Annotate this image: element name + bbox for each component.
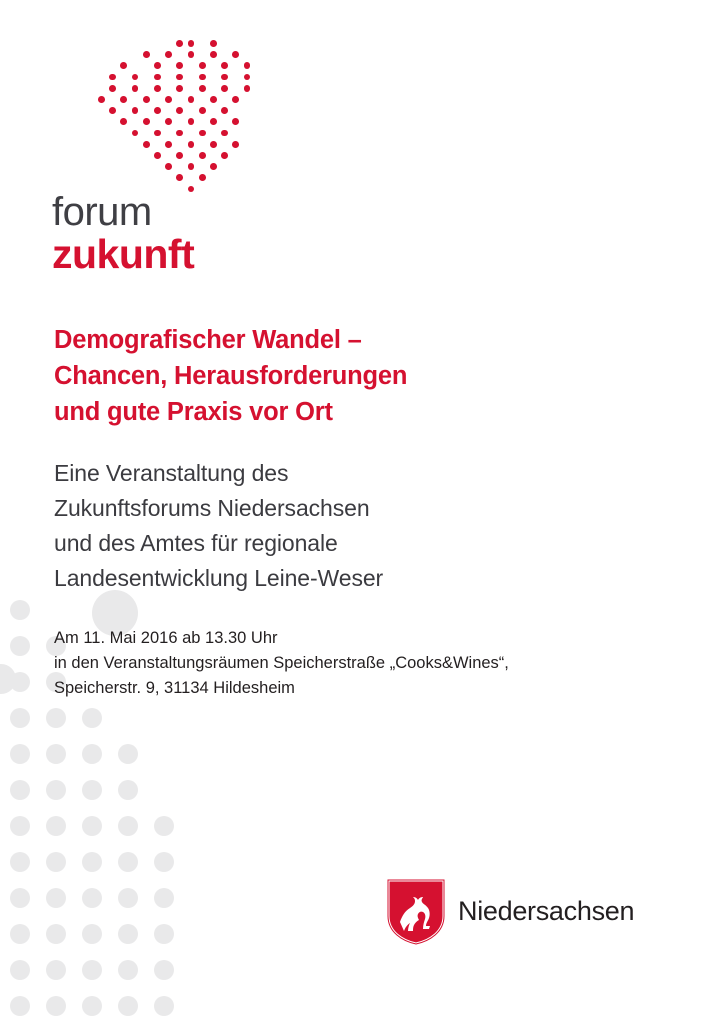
saxon-steed-coat-of-arms-icon (386, 878, 446, 946)
logo-word-zukunft: zukunft (52, 231, 195, 277)
event-details (54, 626, 654, 701)
state-name-label: Niedersachsen (458, 896, 635, 926)
niedersachsen-logo (386, 878, 635, 948)
subtitle-line: Eine Veranstaltung des (54, 460, 289, 486)
poster-content (54, 322, 654, 701)
forum-zukunft-logo (52, 40, 312, 277)
headline-line: Demografischer Wandel – (54, 326, 362, 354)
event-datetime: Am 11. Mai 2016 ab 13.30 Uhr (54, 629, 278, 647)
dot-map-icon (98, 40, 298, 190)
subtitle (54, 456, 654, 596)
event-venue: in den Veranstaltungsräumen Speicherstraße „Cooks&Wines“, (54, 654, 509, 672)
headline-line: und gute Praxis vor Ort (54, 398, 333, 426)
subtitle-line: Landesentwicklung Leine-Weser (54, 565, 384, 591)
logo-word-forum: forum (52, 190, 152, 234)
page-title (54, 322, 654, 430)
subtitle-line: Zukunftsforums Niedersachsen (54, 495, 370, 521)
subtitle-line: und des Amtes für regionale (54, 530, 338, 556)
headline-line: Chancen, Herausforderungen (54, 362, 408, 390)
event-address: Speicherstr. 9, 31134 Hildesheim (54, 679, 295, 697)
